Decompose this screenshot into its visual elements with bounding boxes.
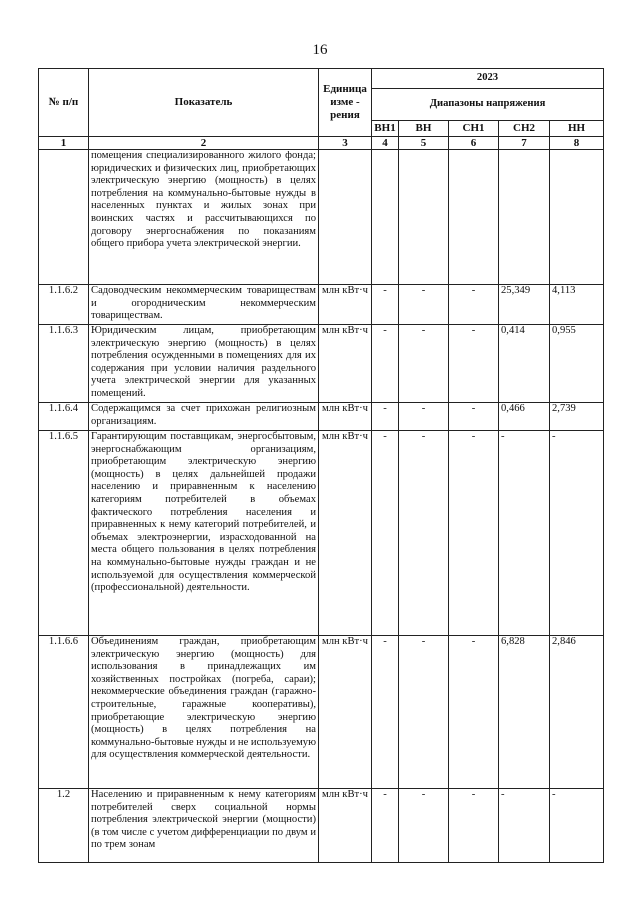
table-row	[39, 150, 604, 285]
row-unit: млн кВт·ч	[319, 403, 372, 431]
value-sn1: -	[449, 403, 499, 431]
header-num: № п/п	[39, 69, 89, 137]
header-unit: Единица изме - рения	[319, 69, 372, 137]
header-indicator: Показатель	[89, 69, 319, 137]
value-sn1	[449, 150, 499, 285]
row-number: 1.2	[39, 789, 89, 863]
header-year: 2023	[372, 69, 604, 89]
value-vn: -	[399, 431, 449, 636]
value-nn: 4,113	[550, 285, 604, 325]
row-number: 1.1.6.2	[39, 285, 89, 325]
value-vn1: -	[372, 325, 399, 403]
value-vn1: -	[372, 789, 399, 863]
value-nn: 0,955	[550, 325, 604, 403]
row-indicator: Садоводческим некоммерческим товариществам и огородническим некоммерческим товариществам.	[89, 285, 319, 325]
column-number: 1	[39, 137, 89, 150]
row-number: 1.1.6.4	[39, 403, 89, 431]
header-col-vn1: ВН1	[372, 121, 399, 137]
table-row	[39, 403, 604, 431]
page-number: 16	[312, 42, 328, 58]
table-row	[39, 285, 604, 325]
value-vn: -	[399, 285, 449, 325]
column-number: 6	[449, 137, 499, 150]
value-sn2: 25,349	[499, 285, 550, 325]
value-sn2: 0,414	[499, 325, 550, 403]
column-number: 5	[399, 137, 449, 150]
row-indicator: Гарантирующим поставщикам, энергосбытовым, энергоснабжающим организациям, приобретающим электрическую энергию (мощность) в целях дальнейшей продажи населению и приравненным к населению категориям потребителей в объемах фактического потребления населения и приравненных к нему категорий потребителей, и объемах электроэнергии, израсходованной на места общего пользования в целях потребления на коммунально-бытовые нужды граждан и не используемой для осуществления коммерческой (профессиональной) деятельности.	[89, 431, 319, 636]
value-sn1: -	[449, 285, 499, 325]
value-nn: 2,846	[550, 636, 604, 789]
value-vn1: -	[372, 285, 399, 325]
row-indicator: Содержащимся за счет прихожан религиозным организациям.	[89, 403, 319, 431]
column-number: 3	[319, 137, 372, 150]
column-number: 7	[499, 137, 550, 150]
row-number: 1.1.6.3	[39, 325, 89, 403]
value-vn1: -	[372, 431, 399, 636]
value-sn2: 6,828	[499, 636, 550, 789]
header-col-nn: НН	[550, 121, 604, 137]
value-sn2: 0,466	[499, 403, 550, 431]
row-unit	[319, 150, 372, 285]
value-sn2: -	[499, 789, 550, 863]
value-sn1: -	[449, 789, 499, 863]
row-number: 1.1.6.6	[39, 636, 89, 789]
table-row	[39, 789, 604, 863]
row-number: 1.1.6.5	[39, 431, 89, 636]
table-row	[39, 636, 604, 789]
value-sn1: -	[449, 636, 499, 789]
table-row	[39, 325, 604, 403]
row-indicator: помещения специализированного жилого фонда; юридических и физических лиц, приобретающих электрическую энергию (мощность) в целях потребления на коммунально-бытовые нужды в населенных пунктах и жилых зонах при воинских частях и рассчитывающихся по договору энергоснабжения по показаниям общего прибора учета электрической энергии.	[89, 150, 319, 285]
value-vn1: -	[372, 636, 399, 789]
value-vn: -	[399, 325, 449, 403]
row-indicator: Объединениям граждан, приобретающим электрическую энергию (мощность) для использования в принадлежащих им хозяйственных постройках (погреба, сараи); некоммерческие объединения граждан (гаражно-строительные, гаражные кооперативы), приобретающие электрическую энергию (мощность) в целях потребления на коммунально-бытовые нужды и не используемую для осуществления коммерческой деятельности.	[89, 636, 319, 789]
row-unit: млн кВт·ч	[319, 285, 372, 325]
value-vn: -	[399, 636, 449, 789]
row-unit: млн кВт·ч	[319, 431, 372, 636]
header-voltage-ranges: Диапазоны напряжения	[372, 89, 604, 121]
value-sn1: -	[449, 431, 499, 636]
header-col-sn1: СН1	[449, 121, 499, 137]
row-number	[39, 150, 89, 285]
value-sn2	[499, 150, 550, 285]
tariff-balance-table	[38, 68, 604, 863]
value-nn: -	[550, 431, 604, 636]
header-col-sn2: СН2	[499, 121, 550, 137]
value-sn1: -	[449, 325, 499, 403]
value-sn2: -	[499, 431, 550, 636]
table-row	[39, 431, 604, 636]
value-vn: -	[399, 789, 449, 863]
value-nn: 2,739	[550, 403, 604, 431]
row-unit: млн кВт·ч	[319, 636, 372, 789]
value-nn: -	[550, 789, 604, 863]
value-vn	[399, 150, 449, 285]
column-number: 4	[372, 137, 399, 150]
column-number: 2	[89, 137, 319, 150]
value-vn1	[372, 150, 399, 285]
row-unit: млн кВт·ч	[319, 789, 372, 863]
row-indicator: Юридическим лицам, приобретающим электрическую энергию (мощность) в целях потребления осужденными в помещениях для их содержания при условии наличия раздельного учета электрической энергии для указанных помещений.	[89, 325, 319, 403]
value-vn: -	[399, 403, 449, 431]
column-number: 8	[550, 137, 604, 150]
value-nn	[550, 150, 604, 285]
header-col-vn: ВН	[399, 121, 449, 137]
value-vn1: -	[372, 403, 399, 431]
row-indicator: Населению и приравненным к нему категориям потребителей сверх социальной нормы потребления электрической энергии (мощности) (в том числе с учетом дифференциации по двум и по трем зонам	[89, 789, 319, 863]
row-unit: млн кВт·ч	[319, 325, 372, 403]
